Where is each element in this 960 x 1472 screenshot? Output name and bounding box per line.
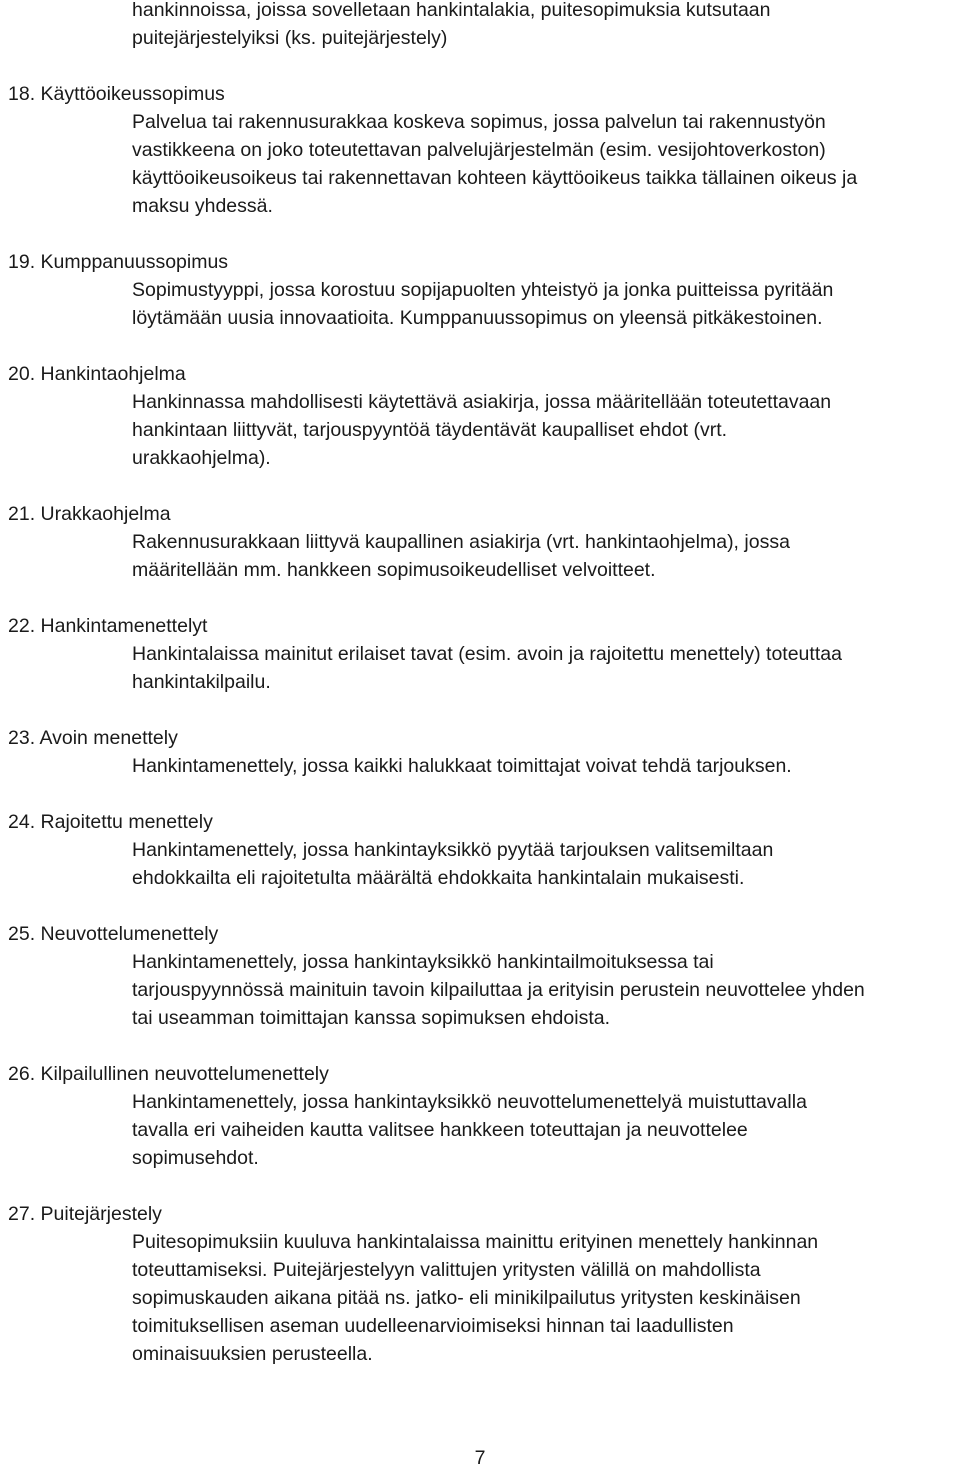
definition-line: Hankintamenettely, jossa hankintayksikkö pyytää tarjouksen valitsemiltaan xyxy=(132,839,774,861)
definition-line: löytämään uusia innovaatioita. Kumppanuussopimus on yleensä pitkäkestoinen. xyxy=(132,307,823,329)
term-heading: 26. Kilpailullinen neuvottelumenettely xyxy=(8,1063,329,1085)
term-heading: 22. Hankintamenettelyt xyxy=(8,615,208,637)
definition-line: toimituksellisen aseman uudelleenarvioimiseksi hinnan tai laadullisten xyxy=(132,1315,734,1337)
definition-line: tai useamman toimittajan kanssa sopimuksen ehdoista. xyxy=(132,1007,610,1029)
intro-line: puitejärjestelyiksi (ks. puitejärjestely) xyxy=(132,27,448,49)
definition-line: hankintaan liittyvät, tarjouspyyntöä täydentävät kaupalliset ehdot (vrt. xyxy=(132,419,728,441)
intro-line: hankinnoissa, joissa sovelletaan hankintalakia, puitesopimuksia kutsutaan xyxy=(132,0,771,21)
definition-line: Hankinnassa mahdollisesti käytettävä asiakirja, jossa määritellään toteutettavaan xyxy=(132,391,832,413)
term-heading: 21. Urakkaohjelma xyxy=(8,503,171,525)
definition-line: vastikkeena on joko toteutettavan palvelujärjestelmän (esim. vesijohtoverkoston) xyxy=(132,139,826,161)
definition-line: Palvelua tai rakennusurakkaa koskeva sopimus, jossa palvelun tai rakennustyön xyxy=(132,111,826,133)
definition-line: ehdokkailta eli rajoitetulta määrältä ehdokkaita hankintalain mukaisesti. xyxy=(132,867,745,889)
definition-line: tavalla eri vaiheiden kautta valitsee hankkeen toteuttajan ja neuvottelee xyxy=(132,1119,748,1141)
term-heading: 20. Hankintaohjelma xyxy=(8,363,186,385)
definition-line: Hankintamenettely, jossa kaikki halukkaat toimittajat voivat tehdä tarjouksen. xyxy=(132,755,792,777)
definition-line: määritellään mm. hankkeen sopimusoikeudelliset velvoitteet. xyxy=(132,559,656,581)
definition-line: hankintakilpailu. xyxy=(132,671,271,693)
definition-line: toteuttamiseksi. Puitejärjestelyyn valittujen yritysten välillä on mahdollista xyxy=(132,1259,761,1281)
definition-line: maksu yhdessä. xyxy=(132,195,273,217)
definition-line: Rakennusurakkaan liittyvä kaupallinen asiakirja (vrt. hankintaohjelma), jossa xyxy=(132,531,790,553)
page-number: 7 xyxy=(474,1447,486,1469)
definition-line: urakkaohjelma). xyxy=(132,447,271,469)
definition-line: Hankintalaissa mainitut erilaiset tavat (esim. avoin ja rajoitettu menettely) toteuttaa xyxy=(132,643,842,665)
definition-line: sopimuskauden aikana pitää ns. jatko- eli minikilpailutus yritysten keskinäisen xyxy=(132,1287,801,1309)
term-heading: 27. Puitejärjestely xyxy=(8,1203,162,1225)
definition-line: sopimusehdot. xyxy=(132,1147,259,1169)
definition-line: Puitesopimuksiin kuuluva hankintalaissa mainittu erityinen menettely hankinnan xyxy=(132,1231,819,1253)
definition-line: Hankintamenettely, jossa hankintayksikkö neuvottelumenettelyä muistuttavalla xyxy=(132,1091,807,1113)
definition-line: ominaisuuksien perusteella. xyxy=(132,1343,373,1365)
definition-line: Hankintamenettely, jossa hankintayksikkö hankintailmoituksessa tai xyxy=(132,951,714,973)
definition-line: käyttöoikeusoikeus tai rakennettavan kohteen käyttöoikeus taikka tällainen oikeus ja xyxy=(132,167,858,189)
term-heading: 24. Rajoitettu menettely xyxy=(8,811,213,833)
term-heading: 23. Avoin menettely xyxy=(8,727,178,749)
term-heading: 25. Neuvottelumenettely xyxy=(8,923,219,945)
term-heading: 19. Kumppanuussopimus xyxy=(8,251,229,273)
definition-line: tarjouspyynnössä mainituin tavoin kilpailuttaa ja erityisin perustein neuvottelee yhden xyxy=(132,979,865,1001)
definition-line: Sopimustyyppi, jossa korostuu sopijapuolten yhteistyö ja jonka puitteissa pyritään xyxy=(132,279,834,301)
term-heading: 18. Käyttöoikeussopimus xyxy=(8,83,225,105)
